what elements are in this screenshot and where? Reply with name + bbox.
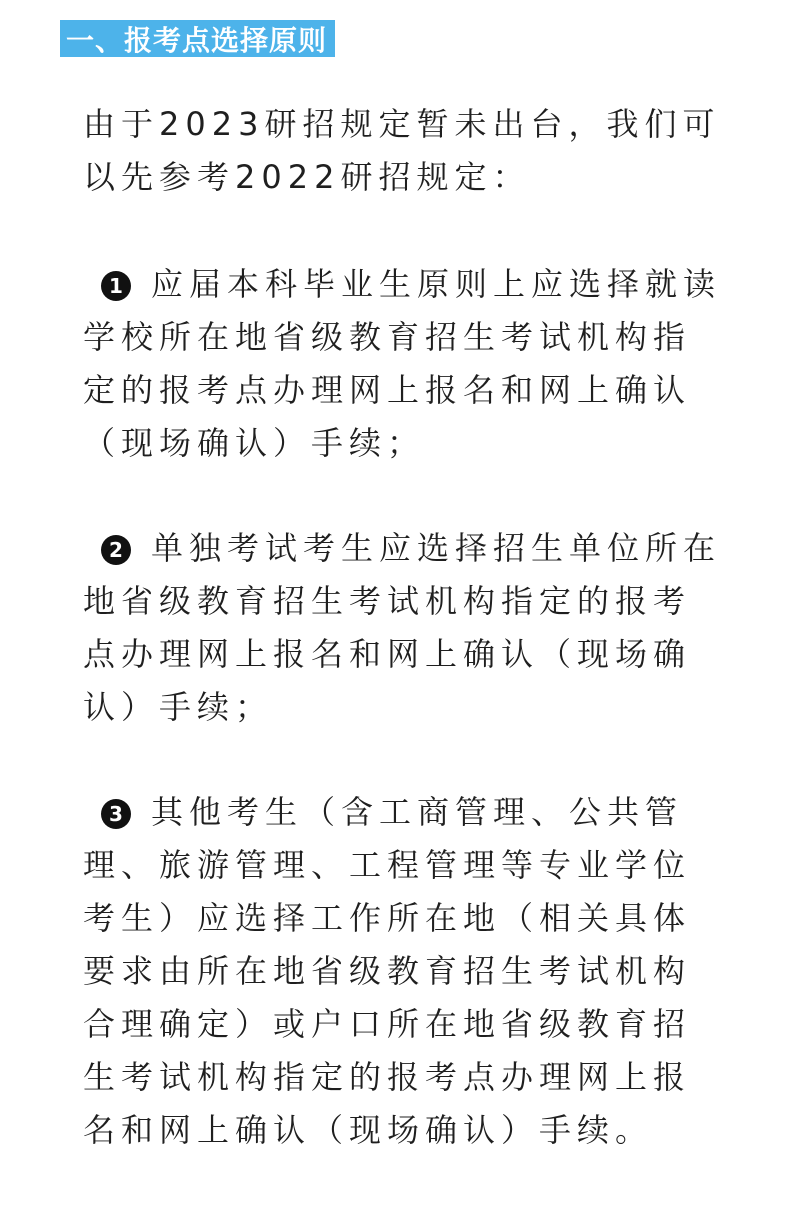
list-item: [83, 786, 723, 1157]
section-heading: [60, 20, 335, 57]
list-item: [83, 522, 723, 734]
article-body: [83, 98, 723, 1209]
list-item: [83, 258, 723, 470]
number-bullet-icon: 2: [101, 535, 131, 565]
number-bullet-icon: 1: [101, 271, 131, 301]
list-item-text: 单独考试考生应选择招生单位所在地省级教育招生考试机构指定的报考点办理网上报名和网上确认（现场确认）手续；: [83, 529, 722, 726]
section-heading-text: 一、报考点选择原则: [66, 23, 328, 57]
list-item-text: 其他考生（含工商管理、公共管理、旅游管理、工程管理等专业学位考生）应选择工作所在地（相关具体要求由所在地省级教育招生考试机构合理确定）或户口所在地省级教育招生考试机构指定的报考点办理网上报名和网上确认（现场确认）手续。: [83, 793, 692, 1149]
number-bullet-icon: 3: [101, 799, 131, 829]
intro-paragraph: 由于2023研招规定暂未出台，我们可以先参考2022研招规定：: [83, 105, 721, 196]
list-item-text: 应届本科毕业生原则上应选择就读学校所在地省级教育招生考试机构指定的报考点办理网上报名和网上确认（现场确认）手续；: [83, 265, 722, 462]
